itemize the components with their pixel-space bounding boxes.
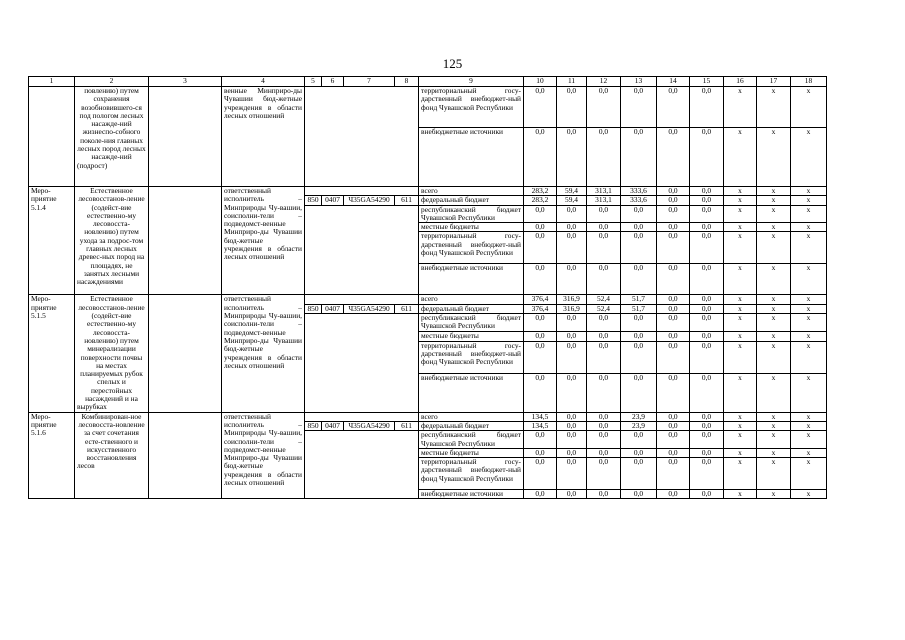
page-number: 125 (442, 56, 463, 71)
funding-source: республиканский бюджет Чувашской Республики (419, 205, 524, 223)
value-cell: 0,0 (557, 223, 587, 232)
measure-code: Меро-приятие 5.1.5 (29, 295, 75, 412)
funding-source: местные бюджеты (419, 332, 524, 341)
value-cell: x (757, 304, 791, 313)
value-cell: 0,0 (690, 373, 724, 412)
value-cell: x (791, 458, 827, 490)
value-cell: 0,0 (524, 431, 557, 449)
table-cell (149, 87, 222, 187)
value-cell: 0,0 (690, 448, 724, 457)
value-cell: x (791, 295, 827, 304)
value-cell: 0,0 (587, 490, 621, 499)
value-cell: 0,0 (657, 128, 690, 187)
value-cell: 0,0 (587, 421, 621, 430)
value-cell: x (757, 412, 791, 421)
executor: ответственный исполнитель – Минприроды Чу-вашии, соисполни-тели – подведомст-венные Минприро-ды Чувашии бюд-жетные учреждения в области лесных отношений (222, 412, 305, 499)
value-cell: x (791, 187, 827, 196)
value-cell: 0,0 (557, 412, 587, 421)
value-cell: 0,0 (657, 304, 690, 313)
table-cell (149, 187, 222, 295)
funding-source: федеральный бюджет (419, 196, 524, 205)
vr-code: 611 (395, 421, 419, 430)
value-cell: 333,6 (621, 196, 657, 205)
value-cell: 316,9 (557, 295, 587, 304)
value-cell: x (724, 490, 757, 499)
value-cell: 0,0 (621, 341, 657, 373)
funding-source: республиканский бюджет Чувашской Республики (419, 314, 524, 332)
column-header: 8 (395, 77, 419, 87)
measure-name: повлению) путем сохранения возобновившего-ся под пологом лесных насажде-ний жизнеспо-собного поколе-ния главных лесных пород лесных насажде-ний (подрост) (75, 87, 149, 187)
measure-name: Естественное лесовосстанов-ление (содейст-вие естественно-му лесовосста-новлению) путем минерализации поверхности почвы на местах планируемых рубок спелых и перестойных насаждений и на вырубках (75, 295, 149, 412)
value-cell: 0,0 (657, 458, 690, 490)
value-cell: x (791, 304, 827, 313)
value-cell: 0,0 (587, 332, 621, 341)
value-cell: 0,0 (557, 341, 587, 373)
value-cell: x (724, 304, 757, 313)
value-cell: 0,0 (690, 187, 724, 196)
table-row (29, 295, 827, 304)
column-header: 5 (305, 77, 322, 87)
value-cell: 0,0 (557, 458, 587, 490)
value-cell: 376,4 (524, 295, 557, 304)
value-cell: 52,4 (587, 295, 621, 304)
value-cell: 134,5 (524, 412, 557, 421)
column-header: 1 (29, 77, 75, 87)
measure-code: Меро-приятие 5.1.4 (29, 187, 75, 295)
value-cell: 0,0 (524, 332, 557, 341)
executor: ответственный исполнитель – Минприроды Чу-вашии, соисполни-тели – подведомст-венные Минприро-ды Чувашии бюд-жетные учреждения в области лесных отношений (222, 295, 305, 412)
column-header: 6 (322, 77, 344, 87)
value-cell: x (724, 205, 757, 223)
value-cell: 0,0 (657, 314, 690, 332)
value-cell: 0,0 (524, 490, 557, 499)
value-cell: 0,0 (557, 490, 587, 499)
value-cell: x (757, 87, 791, 128)
value-cell: x (791, 431, 827, 449)
value-cell: x (724, 412, 757, 421)
funding-source: всего (419, 412, 524, 421)
executor: ответственный исполнитель – Минприроды Чу-вашии, соисполни-тели – подведомст-венные Минприро-ды Чувашии бюд-жетные учреждения в области лесных отношений (222, 187, 305, 295)
value-cell: x (757, 490, 791, 499)
table-cell (305, 431, 419, 499)
value-cell: 0,0 (621, 373, 657, 412)
funding-source: внебюджетные источники (419, 490, 524, 499)
value-cell: x (757, 205, 791, 223)
value-cell: 0,0 (657, 223, 690, 232)
column-header: 4 (222, 77, 305, 87)
rzpr-code: 0407 (322, 304, 344, 313)
value-cell: 0,0 (690, 421, 724, 430)
value-cell: x (791, 264, 827, 295)
value-cell: 0,0 (587, 264, 621, 295)
value-cell: 0,0 (657, 205, 690, 223)
value-cell: 23,9 (621, 412, 657, 421)
value-cell: x (757, 373, 791, 412)
value-cell: 23,9 (621, 421, 657, 430)
value-cell: x (791, 373, 827, 412)
value-cell: x (791, 205, 827, 223)
value-cell: 0,0 (587, 431, 621, 449)
value-cell: 0,0 (621, 223, 657, 232)
value-cell: x (757, 431, 791, 449)
funding-source: всего (419, 187, 524, 196)
grbs-code: 850 (305, 196, 322, 205)
funding-source: территориальный госу-дарственный внебюджет-ный фонд Чувашской Республики (419, 232, 524, 264)
value-cell: x (757, 314, 791, 332)
value-cell: 0,0 (587, 458, 621, 490)
value-cell: 0,0 (524, 458, 557, 490)
value-cell: x (757, 223, 791, 232)
value-cell: 0,0 (690, 223, 724, 232)
value-cell: 0,0 (690, 264, 724, 295)
value-cell: 283,2 (524, 187, 557, 196)
value-cell: x (724, 87, 757, 128)
measure-name: Естественное лесовосстанов-ление (содейст-вие естественно-му лесовосста-новлению) путем ухода за подрос-том главных лесных древес-ных пород на площадях, не занятых лесными насаждениями (75, 187, 149, 295)
funding-source: местные бюджеты (419, 223, 524, 232)
value-cell: 0,0 (587, 223, 621, 232)
value-cell: x (791, 196, 827, 205)
value-cell: 0,0 (621, 264, 657, 295)
value-cell: 0,0 (690, 332, 724, 341)
table-cell (305, 314, 419, 413)
csr-code: Ч35GA54290 (344, 196, 395, 205)
budget-table (28, 76, 827, 499)
value-cell: 0,0 (621, 314, 657, 332)
value-cell: x (791, 412, 827, 421)
value-cell: 59,4 (557, 187, 587, 196)
table-cell (149, 412, 222, 499)
value-cell: 0,0 (657, 373, 690, 412)
value-cell: 0,0 (690, 490, 724, 499)
value-cell: 0,0 (587, 314, 621, 332)
funding-source: территориальный госу-дарственный внебюджет-ный фонд Чувашской Республики (419, 341, 524, 373)
value-cell: x (791, 232, 827, 264)
value-cell: x (791, 448, 827, 457)
value-cell: 0,0 (690, 412, 724, 421)
funding-source: внебюджетные источники (419, 264, 524, 295)
value-cell: x (724, 332, 757, 341)
value-cell: 0,0 (621, 205, 657, 223)
vr-code: 611 (395, 196, 419, 205)
value-cell: 0,0 (657, 412, 690, 421)
value-cell: 0,0 (690, 196, 724, 205)
value-cell: 0,0 (557, 431, 587, 449)
value-cell: x (791, 128, 827, 187)
value-cell: x (724, 223, 757, 232)
value-cell: 0,0 (524, 87, 557, 128)
value-cell: 0,0 (690, 304, 724, 313)
table-cell (305, 412, 419, 421)
column-header: 14 (657, 77, 690, 87)
funding-source: федеральный бюджет (419, 304, 524, 313)
value-cell: 0,0 (657, 341, 690, 373)
value-cell: x (757, 187, 791, 196)
header-row (29, 77, 827, 87)
table-cell (305, 87, 419, 187)
value-cell: 0,0 (621, 448, 657, 457)
value-cell: 52,4 (587, 304, 621, 313)
measure-code (29, 87, 75, 187)
value-cell: 0,0 (557, 232, 587, 264)
value-cell: x (791, 87, 827, 128)
value-cell: x (724, 431, 757, 449)
funding-source: всего (419, 295, 524, 304)
value-cell: 0,0 (557, 314, 587, 332)
value-cell: 0,0 (657, 87, 690, 128)
measure-code: Меро-приятие 5.1.6 (29, 412, 75, 499)
value-cell: x (724, 458, 757, 490)
value-cell: x (791, 341, 827, 373)
table-row (29, 87, 827, 128)
csr-code: Ч35GA54290 (344, 304, 395, 313)
value-cell: 0,0 (690, 341, 724, 373)
value-cell: 0,0 (621, 87, 657, 128)
value-cell: 51,7 (621, 295, 657, 304)
value-cell: x (791, 223, 827, 232)
value-cell: 313,1 (587, 187, 621, 196)
value-cell: 0,0 (657, 232, 690, 264)
funding-source: внебюджетные источники (419, 128, 524, 187)
column-header: 17 (757, 77, 791, 87)
value-cell: x (757, 295, 791, 304)
executor: венные Минприро-ды Чувашии бюд-жетные учреждения в области лесных отношений (222, 87, 305, 187)
value-cell: x (724, 196, 757, 205)
value-cell: x (791, 314, 827, 332)
value-cell: 0,0 (621, 431, 657, 449)
value-cell: x (757, 458, 791, 490)
value-cell: 0,0 (690, 128, 724, 187)
value-cell: 0,0 (657, 448, 690, 457)
funding-source: республиканский бюджет Чувашской Республики (419, 431, 524, 449)
value-cell: 0,0 (557, 448, 587, 457)
value-cell: 0,0 (587, 412, 621, 421)
value-cell: x (724, 448, 757, 457)
value-cell: 0,0 (587, 87, 621, 128)
value-cell: x (791, 332, 827, 341)
value-cell: 0,0 (524, 128, 557, 187)
value-cell: 0,0 (557, 128, 587, 187)
value-cell: 333,6 (621, 187, 657, 196)
column-header: 11 (557, 77, 587, 87)
value-cell: 0,0 (621, 332, 657, 341)
value-cell: 59,4 (557, 196, 587, 205)
value-cell: 0,0 (557, 264, 587, 295)
column-header: 18 (791, 77, 827, 87)
value-cell: 0,0 (690, 87, 724, 128)
value-cell: 0,0 (524, 448, 557, 457)
grbs-code: 850 (305, 421, 322, 430)
value-cell: 313,1 (587, 196, 621, 205)
value-cell: x (757, 196, 791, 205)
value-cell: 0,0 (524, 232, 557, 264)
value-cell: x (757, 448, 791, 457)
value-cell: x (791, 490, 827, 499)
value-cell: 0,0 (621, 458, 657, 490)
value-cell: 0,0 (621, 128, 657, 187)
table-cell (149, 295, 222, 412)
value-cell: 0,0 (524, 223, 557, 232)
table-cell (305, 205, 419, 295)
funding-source: федеральный бюджет (419, 421, 524, 430)
column-header: 13 (621, 77, 657, 87)
column-header: 15 (690, 77, 724, 87)
value-cell: 0,0 (657, 421, 690, 430)
funding-source: местные бюджеты (419, 448, 524, 457)
value-cell: 0,0 (657, 332, 690, 341)
value-cell: 0,0 (657, 295, 690, 304)
value-cell: 0,0 (690, 314, 724, 332)
value-cell: 0,0 (524, 314, 557, 332)
value-cell: 0,0 (587, 232, 621, 264)
value-cell: 0,0 (690, 232, 724, 264)
value-cell: 51,7 (621, 304, 657, 313)
value-cell: x (724, 314, 757, 332)
value-cell: 0,0 (690, 458, 724, 490)
value-cell: 0,0 (657, 431, 690, 449)
table-cell (305, 187, 419, 196)
funding-source: территориальный госу-дарственный внебюджет-ный фонд Чувашской Республики (419, 458, 524, 490)
value-cell: x (757, 421, 791, 430)
value-cell: x (724, 187, 757, 196)
grbs-code: 850 (305, 304, 322, 313)
column-header: 7 (344, 77, 395, 87)
value-cell: 0,0 (657, 196, 690, 205)
value-cell: x (724, 295, 757, 304)
table-row (29, 187, 827, 196)
funding-source: внебюджетные источники (419, 373, 524, 412)
value-cell: x (757, 332, 791, 341)
column-header: 2 (75, 77, 149, 87)
value-cell: x (724, 232, 757, 264)
value-cell: 0,0 (557, 87, 587, 128)
column-header: 9 (419, 77, 524, 87)
measure-name: Комбинирован-ное лесовосста-новление за счет сочетания есте-ственного и искусственного восстановления лесов (75, 412, 149, 499)
rzpr-code: 0407 (322, 421, 344, 430)
vr-code: 611 (395, 304, 419, 313)
value-cell: 0,0 (621, 232, 657, 264)
value-cell: 0,0 (557, 373, 587, 412)
value-cell: 0,0 (524, 264, 557, 295)
value-cell: x (724, 128, 757, 187)
value-cell: x (757, 341, 791, 373)
value-cell: x (724, 264, 757, 295)
rzpr-code: 0407 (322, 196, 344, 205)
value-cell: x (791, 421, 827, 430)
value-cell: 0,0 (587, 205, 621, 223)
column-header: 16 (724, 77, 757, 87)
value-cell: 0,0 (657, 490, 690, 499)
value-cell: 0,0 (657, 187, 690, 196)
value-cell: 0,0 (557, 421, 587, 430)
column-header: 3 (149, 77, 222, 87)
value-cell: 0,0 (621, 490, 657, 499)
column-header: 10 (524, 77, 557, 87)
value-cell: 0,0 (587, 128, 621, 187)
value-cell: x (757, 264, 791, 295)
value-cell: x (757, 232, 791, 264)
value-cell: 0,0 (587, 448, 621, 457)
value-cell: 0,0 (690, 205, 724, 223)
value-cell: x (724, 341, 757, 373)
value-cell: 0,0 (657, 264, 690, 295)
table-cell (305, 295, 419, 304)
funding-source: территориальный госу-дарственный внебюджет-ный фонд Чувашской Республики (419, 87, 524, 128)
value-cell: 316,9 (557, 304, 587, 313)
value-cell: 0,0 (524, 341, 557, 373)
value-cell: 0,0 (587, 341, 621, 373)
value-cell: 376,4 (524, 304, 557, 313)
value-cell: 283,2 (524, 196, 557, 205)
column-header: 12 (587, 77, 621, 87)
value-cell: 0,0 (690, 431, 724, 449)
value-cell: 0,0 (587, 373, 621, 412)
value-cell: 0,0 (690, 295, 724, 304)
table-row (29, 412, 827, 421)
value-cell: 0,0 (524, 373, 557, 412)
csr-code: Ч35GA54290 (344, 421, 395, 430)
value-cell: 0,0 (524, 205, 557, 223)
value-cell: 134,5 (524, 421, 557, 430)
value-cell: x (724, 421, 757, 430)
value-cell: 0,0 (557, 205, 587, 223)
value-cell: x (757, 128, 791, 187)
value-cell: x (724, 373, 757, 412)
value-cell: 0,0 (557, 332, 587, 341)
